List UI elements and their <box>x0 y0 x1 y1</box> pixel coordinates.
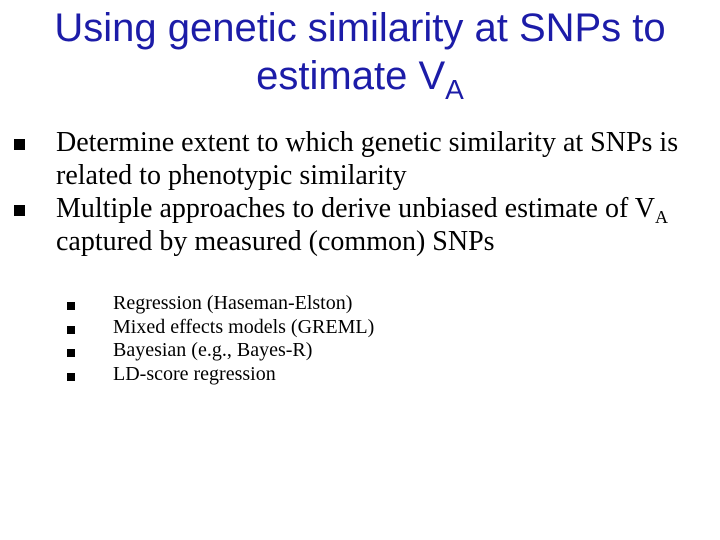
sub-bullet-text: Regression (Haseman-Elston) <box>113 292 353 314</box>
bullet-subscript: A <box>654 207 668 227</box>
square-bullet-icon <box>67 302 75 310</box>
bullet-text-after: captured by measured (common) SNPs <box>56 226 495 257</box>
bullet-text: Determine extent to which genetic similarity at SNPs is related to phenotypic similarity <box>56 127 679 191</box>
slide-title-text: Using genetic similarity at SNPs to estimate V <box>54 6 666 98</box>
square-bullet-icon <box>67 349 75 357</box>
slide-title-subscript: A <box>445 74 464 105</box>
sub-bullet-text: Bayesian (e.g., Bayes-R) <box>113 339 313 361</box>
sub-bullet-item <box>0 363 720 387</box>
square-bullet-icon <box>67 373 75 381</box>
bullet-item <box>0 192 720 258</box>
sub-bullet-list <box>0 292 720 386</box>
sub-bullet-text: Mixed effects models (GREML) <box>113 315 375 338</box>
square-bullet-icon <box>14 205 25 216</box>
slide-title <box>0 4 720 105</box>
sub-bullet-text: LD-score regression <box>113 362 276 385</box>
sub-bullet-item <box>0 292 720 316</box>
bullet-list <box>0 126 720 258</box>
bullet-item <box>0 126 720 192</box>
square-bullet-icon <box>14 139 25 150</box>
sub-bullet-item <box>0 339 720 363</box>
sub-bullet-item <box>0 316 720 340</box>
square-bullet-icon <box>67 326 75 334</box>
bullet-text-before: Multiple approaches to derive unbiased estimate of V <box>56 193 655 224</box>
